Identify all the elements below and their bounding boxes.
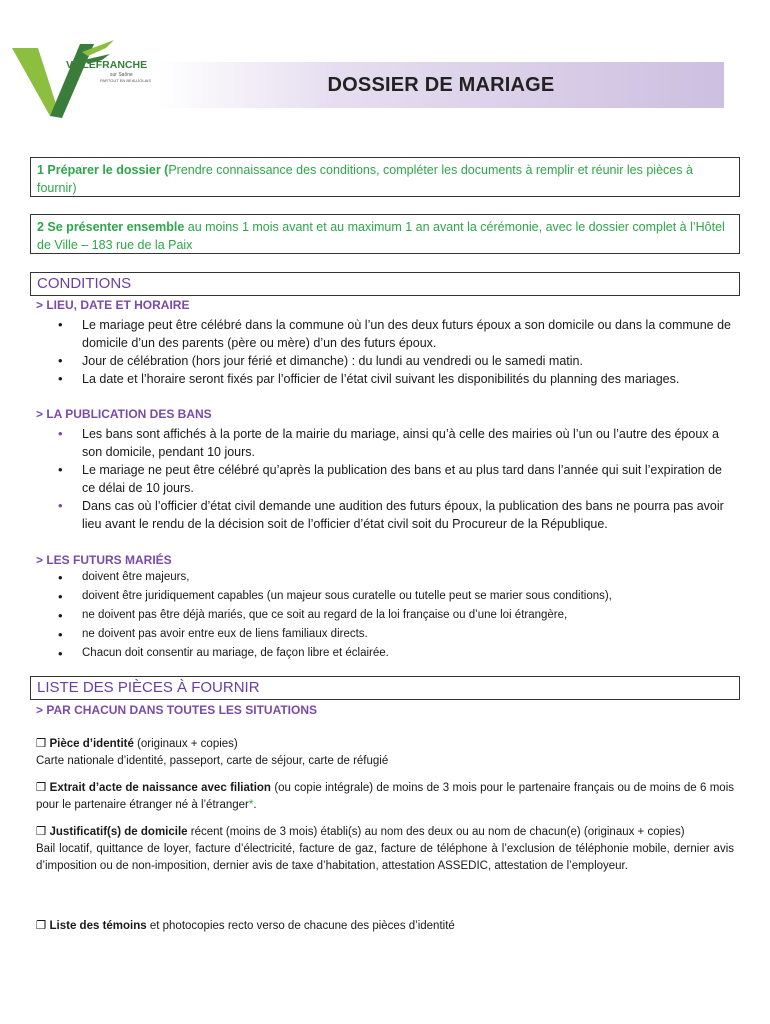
checkbox-icon: ❒ (36, 826, 47, 838)
conditions-title: CONDITIONS (37, 275, 132, 292)
lieu-heading: > LIEU, DATE ET HORAIRE (36, 298, 190, 312)
pieces-title: LISTE DES PIÈCES À FOURNIR (37, 679, 260, 696)
piece-domicile (36, 824, 734, 875)
bans-list (56, 425, 732, 533)
list-item: • Le mariage ne peut être célébré qu’après la publication des bans et au plus tard dans l’année qui suit l’expiration de ce délai de 10 jours. (56, 461, 732, 497)
page-title: DOSSIER DE MARIAGE (327, 73, 555, 96)
pieces-heading (30, 676, 740, 700)
piece-identite-text: (originaux + copies) (133, 738, 238, 750)
checkbox-icon: ❒ (36, 782, 47, 794)
piece-identite (36, 736, 734, 770)
piece-identite-detail: Carte nationale d’identité, passeport, carte de séjour, carte de réfugié (36, 755, 389, 767)
asterisk-mark: * (248, 799, 254, 811)
villefranche-logo (10, 38, 152, 120)
piece-temoins-label: Liste des témoins (49, 920, 147, 932)
logo-name: VILLEFRANCHE (66, 59, 148, 71)
piece-temoins (36, 918, 734, 935)
piece-naissance (36, 780, 734, 814)
list-item: • ne doivent pas avoir entre eux de liens familiaux directs. (56, 625, 732, 644)
list-item: • doivent être majeurs, (56, 568, 732, 587)
conditions-heading (30, 272, 740, 296)
step-1-label: 1 Préparer le dossier ( (37, 163, 169, 177)
list-item: • doivent être juridiquement capables (un majeur sous curatelle ou tutelle peut se marier sous conditions), (56, 587, 732, 606)
list-item: • Les bans sont affichés à la porte de la mairie du mariage, ainsi qu’à celle des mairies où l’un ou l’autre des époux a son domicile, pendant 10 jours. (56, 425, 732, 461)
piece-temoins-text: et photocopies recto verso de chacune des pièces d’identité (146, 920, 455, 932)
list-item: • ne doivent pas être déjà mariés, que ce soit au regard de la loi française ou d’une loi étrangère, (56, 606, 732, 625)
pieces-subheading: > PAR CHACUN DANS TOUTES LES SITUATIONS (36, 703, 318, 717)
list-item: • La date et l’horaire seront fixés par l’officier de l’état civil suivant les disponibilités du planning des mariages. (56, 370, 732, 388)
list-item: • Dans cas où l’officier d’état civil demande une audition des futurs époux, la publication des bans ne pourra pas avoir lieu avant le rendu de la décision soit de l’officier d’état civil soit du Procureur de la République. (56, 497, 732, 533)
step-2-box (30, 214, 740, 254)
piece-domicile-label: Justificatif(s) de domicile (49, 826, 188, 838)
piece-naissance-label: Extrait d’acte de naissance avec filiation (49, 782, 271, 794)
list-item: • Chacun doit consentir au mariage, de façon libre et éclairée. (56, 644, 732, 663)
title-bar (158, 62, 724, 108)
piece-identite-label: Pièce d’identité (49, 738, 134, 750)
checkbox-icon: ❒ (36, 738, 47, 750)
lieu-list (56, 316, 732, 388)
step-1-box (30, 157, 740, 197)
maries-heading: > LES FUTURS MARIÉS (36, 553, 172, 567)
piece-domicile-detail: Bail locatif, quittance de loyer, facture d’électricité, facture de gaz, facture de téléphone à l’exclusion de téléphonie mobile, dernier avis d’imposition ou de non-imposition, dernier avis de taxe d’habitation, attestation ASSEDIC, attestation de l’employeur. (36, 843, 734, 872)
checkbox-icon: ❒ (36, 920, 47, 932)
logo-tagline-1: sur Saône (110, 72, 133, 78)
step-2-label: 2 Se présenter ensemble (37, 220, 185, 234)
list-item: • Jour de célébration (hors jour férié et dimanche) : du lundi au vendredi ou le samedi matin. (56, 352, 732, 370)
piece-domicile-text: récent (moins de 3 mois) établi(s) au nom des deux ou au nom de chacun(e) (originaux + copies) (187, 826, 685, 838)
piece-naissance-end: . (253, 799, 257, 811)
maries-list (56, 568, 732, 663)
bans-heading: > LA PUBLICATION DES BANS (36, 407, 212, 421)
list-item: • Le mariage peut être célébré dans la commune où l’un des deux futurs époux a son domicile ou dans la commune de domicile d’un des parents (père ou mère) d’un des futurs époux. (56, 316, 732, 352)
step-2-text: au moins 1 mois avant et au maximum 1 an avant la cérémonie, avec le dossier complet à l’Hôtel de Ville – 183 rue de la Paix (37, 220, 725, 252)
step-1-text: Prendre connaissance des conditions, compléter les documents à remplir et réunir les pièces à fournir) (37, 163, 693, 195)
logo-tagline-2: PARTOUT EN BEAUJOLAIS (100, 78, 152, 83)
piece-naissance-text: (ou copie intégrale) de moins de 3 mois pour le partenaire français ou de moins de 6 mois pour le partenaire étranger né à l’étranger (36, 782, 735, 811)
